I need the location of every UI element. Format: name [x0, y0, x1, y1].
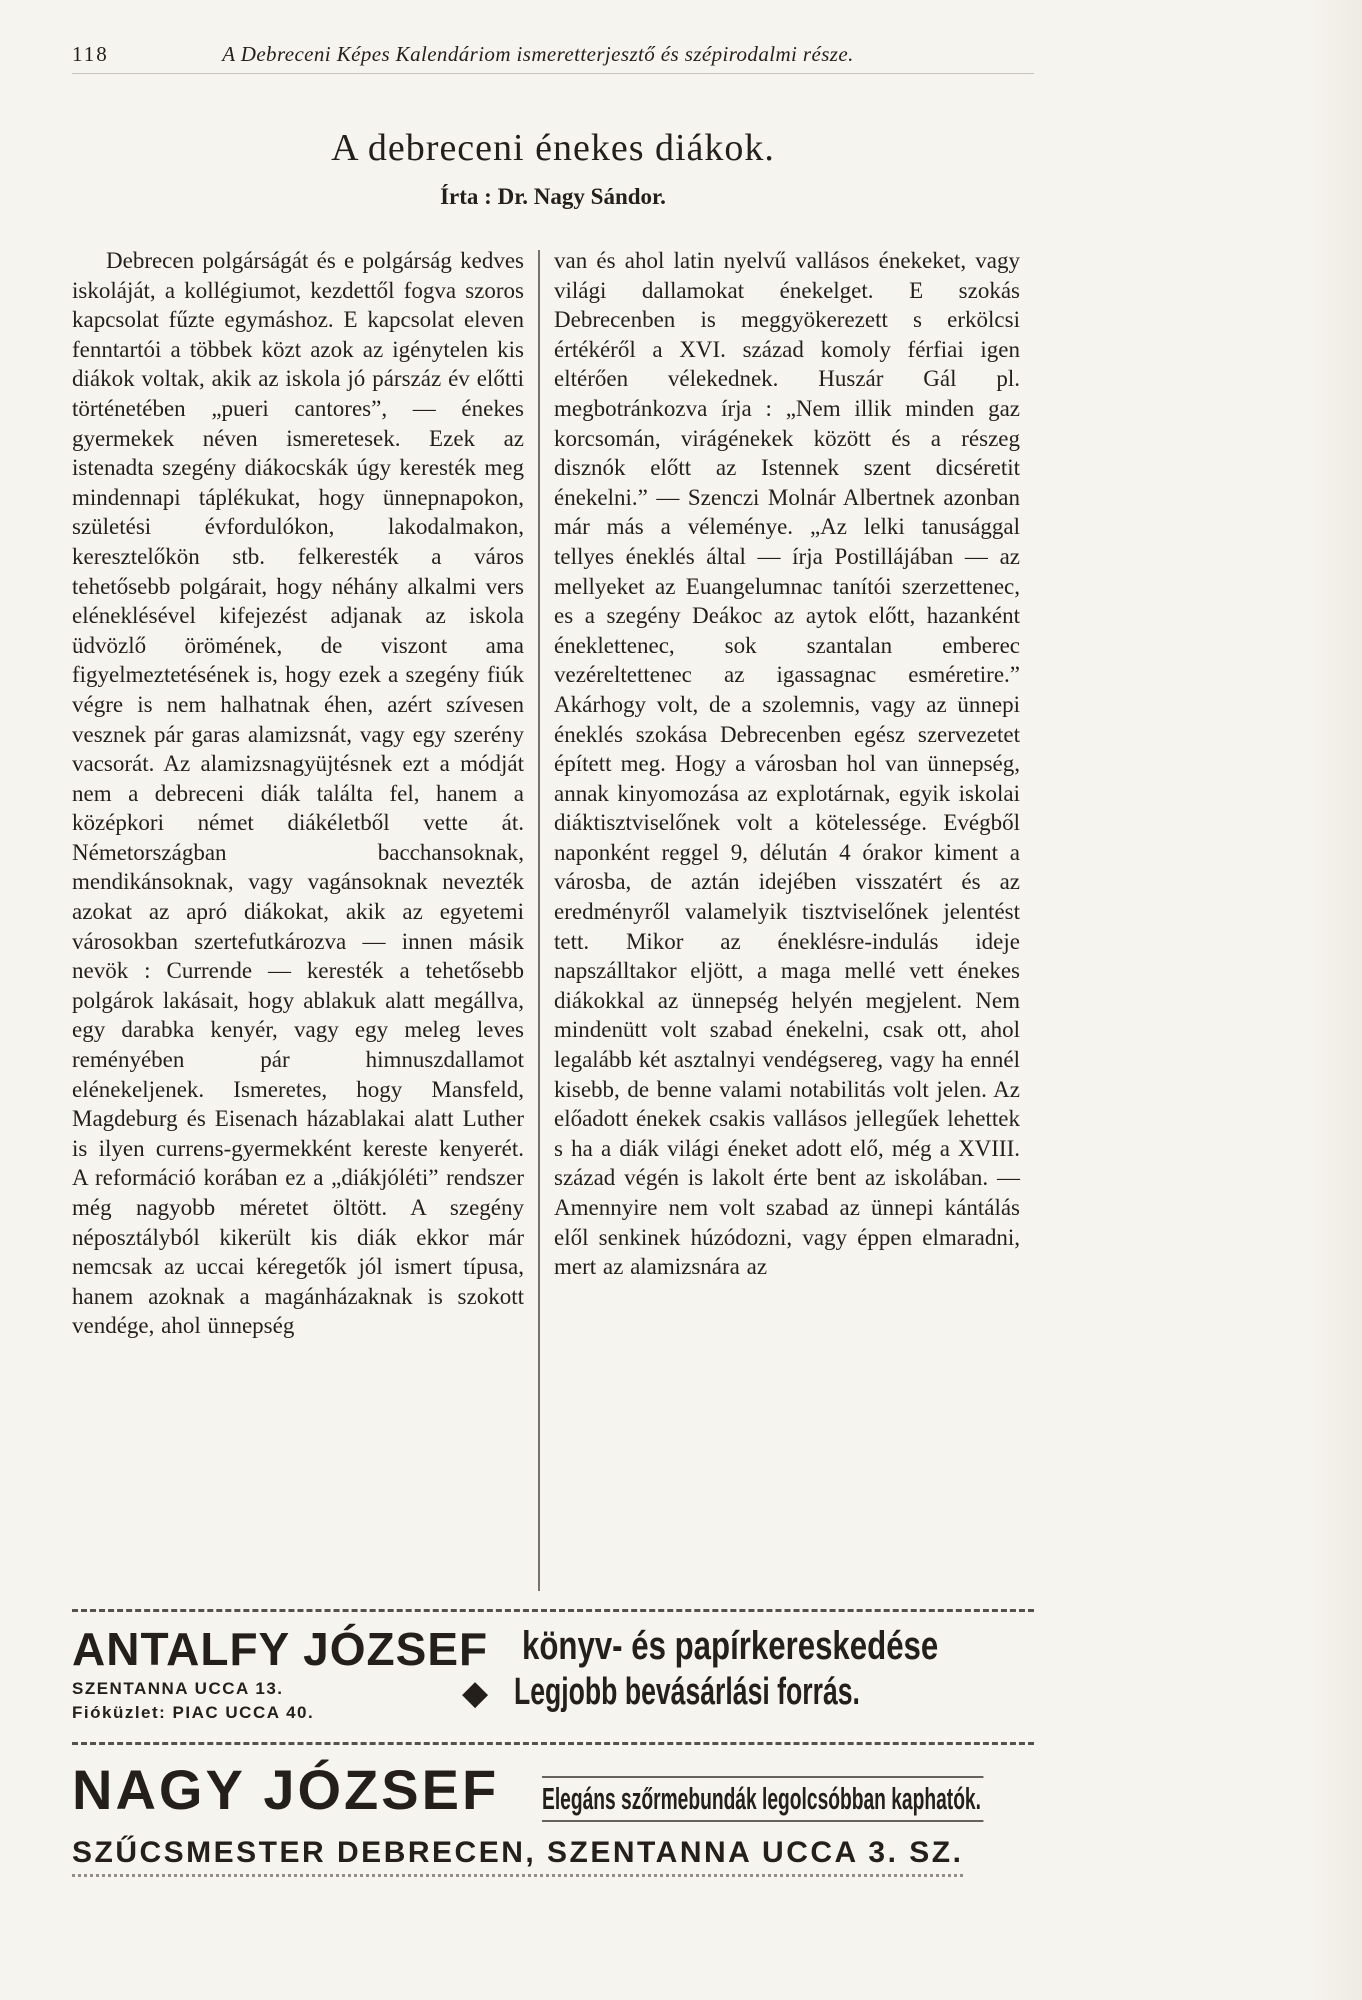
column-divider [538, 250, 540, 1591]
antalfy-trade: könyv- és papírkereskedése [522, 1624, 939, 1668]
diamond-icon: ◆ [462, 1673, 489, 1712]
antalfy-right-block [462, 1622, 1056, 1714]
antalfy-slogan-row [462, 1671, 1056, 1714]
antalfy-left-block [72, 1622, 522, 1724]
antalfy-address-1: SZENTANNA UCCA 13. [72, 1679, 284, 1698]
article-title: A debreceni énekes diákok. [331, 127, 775, 169]
antalfy-address-2: Fióküzlet: PIAC UCCA 40. [72, 1703, 315, 1722]
nagy-slogan: Elegáns szőrmebundák legolcsóbban kaphatók. [542, 1776, 983, 1822]
nagy-ad [72, 1757, 1034, 1877]
page-number: 118 [72, 42, 109, 66]
article-column-left: Debrecen polgárságát és e polgárság kedves iskoláját, a kollégiumot, kezdettől fogva szoros kapcsolat fűzte egymáshoz. E kapcsolat eleven fenntartói a többek közt azok az igénytelen kis diákok voltak, akik az iskola jó párszáz év előtti történetében „pueri cantores”, — énekes gyermekek néven ismeretesek. Ezek az istenadta szegény diákocskák úgy keresték meg mindennapi táplékukat, hogy ünnepnapokon, születési évfordulókon, lakodalmakon, keresztelőkön stb. felkeresték a város tehetősebb polgárait, hogy néhány alkalmi vers eléneklésével kifejezést adjanak az iskola üdvözlő örömének, de viszont ama figyelmeztetésének is, hogy ezek a szegény fiúk végre is nem halhatnak éhen, azért szívesen vesznek pár garas alamizsnát, vagy egy szerény vacsorát. Az alamizsnagyüjtésnek ezt a módját nem a debreceni diák találta fel, hanem a középkori német diákéletből vette át. Németországban bacchansoknak, mendikánsoknak, vagy vagánsoknak nevezték azokat az apró diákokat, akik az egyetemi városokban szertefutkározva — innen másik nevök : Currende — keresték a tehetősebb polgárok lakásait, hogy ablakuk alatt megállva, egy darabka kenyér, vagy egy meleg leves reményében pár himnuszdallamot elénekeljenek. Ismeretes, hogy Mansfeld, Magdeburg és Eisenach házablakai alatt Luther is ilyen currens-gyermekként kereste kenyerét. A reformáció korában ez a „diákjóléti” rendszer még nagyobb méretet öltött. A szegény néposztályból kikerült kis diák ekkor már nemcsak az uccai kéregetők jól ismert típusa, hanem azoknak a magánházaknak is szokott vendége, ahol ünnepség [72, 248, 524, 1339]
page-header [72, 42, 1034, 74]
page-content [72, 42, 1034, 1877]
article-body [72, 246, 1034, 1591]
antalfy-ad [72, 1622, 1034, 1724]
nagy-name: NAGY JÓZSEF [72, 1758, 500, 1821]
article-column-right: van és ahol latin nyelvű vallásos énekeket, vagy világi dallamokat énekelget. E szokás Debrecenben is meggyökerezett s erkölcsi értékéről a XVI. század komoly férfiai igen eltérően vélekednek. Huszár Gál pl. megbotránkozva írja : „Nem illik minden gaz korcsomán, virágénekek között és a részeg disznók előtt az Istennek szent dicséretit énekelni.” — Szenczi Molnár Albertnek azonban már más a véleménye. „Az lelki tanusággal tellyes éneklés által — írja Postillájában — az mellyeket az Euangelumnac tanítói szerzettenec, es a szegény Deákoc az aytok előtt, hazanként éneklettenec, sok szantalan emberec vezéreltettenec az igassagnac esméretire.” Akárhogy volt, de a szolemnis, vagy az ünnepi éneklés szokása Debrecenben egész szervezetet épített meg. Hogy a városban hol van ünnepség, annak kinyomozása az explotárnak, egyik iskolai diáktisztviselőnek volt a kötelessége. Evégből naponként reggel 9, délután 4 órakor kiment a városba, de aztán idejében visszatért és az eredményről valamelyik tisztviselőnek jelentést tett. Mikor az éneklésre-indulás ideje napszálltakor eljött, a maga mellé vett énekes diákokkal az ünnepség helyén megjelent. Nem mindenütt volt szabad énekelni, csak ott, ahol legalább két asztalnyi vendégsereg, vagy ha ennél kisebb, de benne valami notabilitás volt jelen. Az előadott énekek csakis vallásos jellegűek lehettek s ha a diák világi éneket adott elő, még a XVIII. század végén is lakolt érte bent az iskolában. — Amennyire nem volt szabad az ünnepi kántálás elől senkinek húzódozni, vagy éppen elmaradni, mert az alamizsnára az [554, 248, 1020, 1280]
ad-separator-top [72, 1609, 1034, 1612]
antalfy-name: ANTALFY JÓZSEF [72, 1623, 489, 1675]
nagy-subline: SZŰCSMESTER DEBRECEN, SZENTANNA UCCA 3. SZ. [72, 1836, 963, 1877]
nagy-top-row [72, 1757, 1034, 1822]
antalfy-slogan: Legjobb bevásárlási forrás. [514, 1671, 861, 1713]
running-head: A Debreceni Képes Kalendáriom ismeretterjesztő és szépirodalmi része. [222, 42, 854, 66]
ad-separator-middle [72, 1742, 1034, 1745]
article-byline: Írta : Dr. Nagy Sándor. [440, 184, 666, 209]
